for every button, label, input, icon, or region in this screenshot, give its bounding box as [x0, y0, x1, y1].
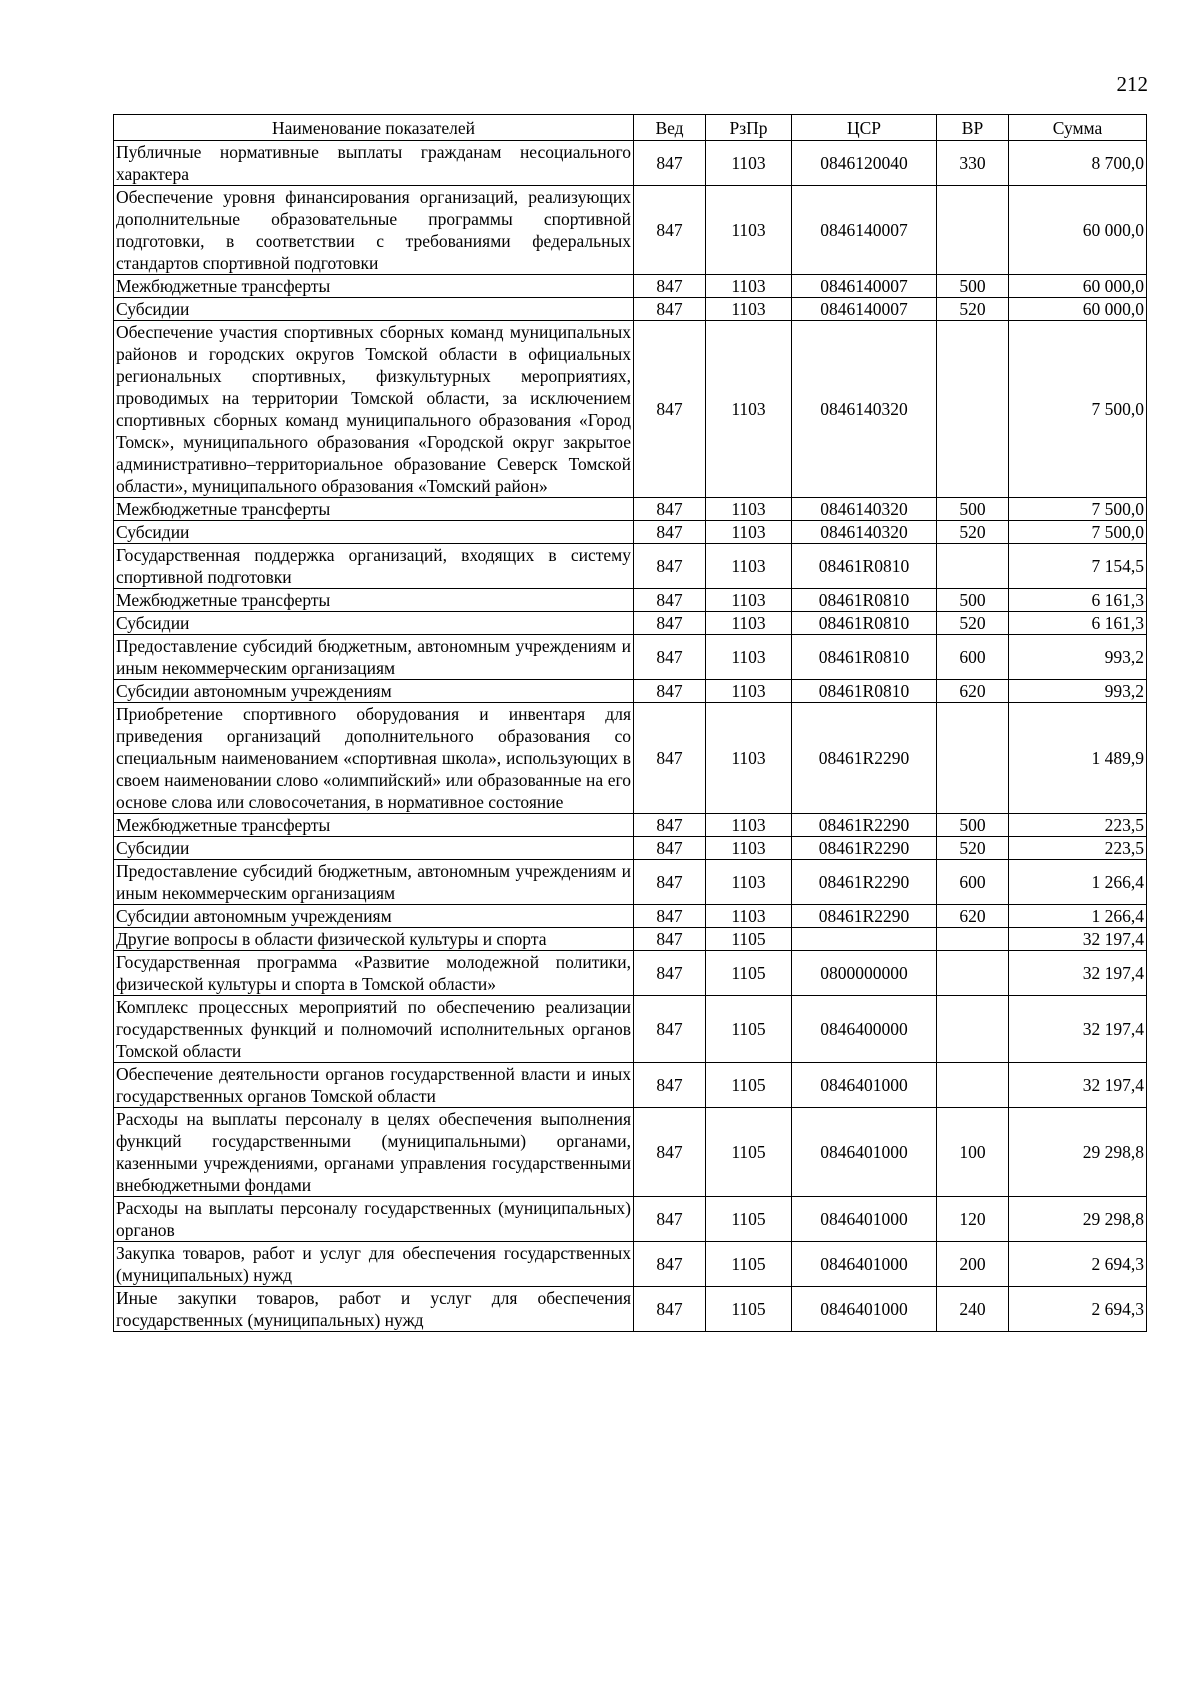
- cell-name: Расходы на выплаты персоналу в целях обеспечения выполнения функций государственными (муниципальными) органами, казенными учреждениями, органами управления государственными внебюджетными фондами: [114, 1108, 634, 1197]
- cell-name: Субсидии автономным учреждениям: [114, 905, 634, 928]
- cell-sum: 32 197,4: [1009, 1063, 1147, 1108]
- table-row: [114, 589, 1147, 612]
- cell-name: Межбюджетные трансферты: [114, 275, 634, 298]
- cell-rzpr: 1103: [706, 837, 792, 860]
- cell-csr: 08461R2290: [792, 860, 937, 905]
- cell-name: Субсидии автономным учреждениям: [114, 680, 634, 703]
- cell-vr: [937, 544, 1009, 589]
- cell-sum: 32 197,4: [1009, 928, 1147, 951]
- cell-name: Другие вопросы в области физической культуры и спорта: [114, 928, 634, 951]
- cell-sum: 32 197,4: [1009, 951, 1147, 996]
- cell-name: Межбюджетные трансферты: [114, 498, 634, 521]
- cell-sum: 223,5: [1009, 837, 1147, 860]
- cell-name: Обеспечение участия спортивных сборных команд муниципальных районов и городских округов Томской области в официальных региональных спортивных, физкультурных мероприятиях, проводимых на территории Томской области, за исключением спортивных сборных команд муниципального образования «Город Томск», муниципального образования «Городской округ закрытое административно–территориальное образование Северск Томской области», муниципального образования «Томский район»: [114, 321, 634, 498]
- cell-vr: [937, 996, 1009, 1063]
- cell-csr: 08461R2290: [792, 837, 937, 860]
- cell-csr: 0846401000: [792, 1242, 937, 1287]
- cell-vr: [937, 703, 1009, 814]
- cell-name: Предоставление субсидий бюджетным, автономным учреждениям и иным некоммерческим организациям: [114, 860, 634, 905]
- cell-csr: 0846140320: [792, 321, 937, 498]
- cell-vr: 520: [937, 298, 1009, 321]
- cell-rzpr: 1103: [706, 275, 792, 298]
- cell-vr: 500: [937, 814, 1009, 837]
- cell-vr: 520: [937, 521, 1009, 544]
- table-row: [114, 860, 1147, 905]
- table-row: [114, 298, 1147, 321]
- cell-ved: 847: [634, 1287, 706, 1332]
- table-row: [114, 1242, 1147, 1287]
- cell-ved: 847: [634, 814, 706, 837]
- cell-csr: 0846401000: [792, 1108, 937, 1197]
- cell-sum: 7 154,5: [1009, 544, 1147, 589]
- table-row: [114, 837, 1147, 860]
- cell-ved: 847: [634, 298, 706, 321]
- budget-table: [113, 114, 1147, 1332]
- cell-name: Публичные нормативные выплаты гражданам несоциального характера: [114, 141, 634, 186]
- table-row: [114, 186, 1147, 275]
- cell-vr: 500: [937, 275, 1009, 298]
- cell-rzpr: 1105: [706, 1108, 792, 1197]
- cell-sum: 6 161,3: [1009, 589, 1147, 612]
- cell-name: Межбюджетные трансферты: [114, 814, 634, 837]
- cell-rzpr: 1103: [706, 544, 792, 589]
- cell-csr: 0846120040: [792, 141, 937, 186]
- cell-vr: 620: [937, 905, 1009, 928]
- cell-ved: 847: [634, 860, 706, 905]
- table-row: [114, 321, 1147, 498]
- cell-vr: 100: [937, 1108, 1009, 1197]
- cell-ved: 847: [634, 1242, 706, 1287]
- cell-name: Приобретение спортивного оборудования и инвентаря для приведения организаций дополнительного образования со специальным наименованием «спортивная школа», использующих в своем наименовании слово «олимпийский» или образованные на его основе слова или словосочетания, в нормативное состояние: [114, 703, 634, 814]
- cell-rzpr: 1103: [706, 298, 792, 321]
- table-row: [114, 1063, 1147, 1108]
- cell-csr: 0846401000: [792, 1287, 937, 1332]
- cell-ved: 847: [634, 589, 706, 612]
- cell-ved: 847: [634, 186, 706, 275]
- table-row: [114, 703, 1147, 814]
- cell-csr: 0800000000: [792, 951, 937, 996]
- cell-ved: 847: [634, 1108, 706, 1197]
- cell-rzpr: 1105: [706, 928, 792, 951]
- cell-ved: 847: [634, 1063, 706, 1108]
- cell-rzpr: 1105: [706, 996, 792, 1063]
- cell-name: Обеспечение уровня финансирования организаций, реализующих дополнительные образовательные программы спортивной подготовки, в соответствии с требованиями федеральных стандартов спортивной подготовки: [114, 186, 634, 275]
- table-row: [114, 680, 1147, 703]
- cell-name: Субсидии: [114, 837, 634, 860]
- column-header-ved: Вед: [634, 115, 706, 141]
- cell-rzpr: 1103: [706, 635, 792, 680]
- cell-ved: 847: [634, 521, 706, 544]
- cell-sum: 2 694,3: [1009, 1242, 1147, 1287]
- cell-rzpr: 1103: [706, 680, 792, 703]
- cell-rzpr: 1105: [706, 1197, 792, 1242]
- cell-csr: 0846140320: [792, 521, 937, 544]
- table-row: [114, 141, 1147, 186]
- table-row: [114, 1287, 1147, 1332]
- cell-csr: 08461R0810: [792, 612, 937, 635]
- cell-vr: 500: [937, 589, 1009, 612]
- cell-sum: 7 500,0: [1009, 321, 1147, 498]
- table-row: [114, 1197, 1147, 1242]
- cell-vr: [937, 928, 1009, 951]
- cell-rzpr: 1105: [706, 1242, 792, 1287]
- cell-rzpr: 1103: [706, 860, 792, 905]
- cell-name: Субсидии: [114, 612, 634, 635]
- cell-vr: 120: [937, 1197, 1009, 1242]
- cell-csr: 08461R0810: [792, 680, 937, 703]
- column-header-sum: Сумма: [1009, 115, 1147, 141]
- cell-name: Субсидии: [114, 521, 634, 544]
- table-row: [114, 928, 1147, 951]
- cell-name: Иные закупки товаров, работ и услуг для обеспечения государственных (муниципальных) нужд: [114, 1287, 634, 1332]
- table-row: [114, 498, 1147, 521]
- column-header-vr: ВР: [937, 115, 1009, 141]
- table-row: [114, 905, 1147, 928]
- cell-vr: 500: [937, 498, 1009, 521]
- table-row: [114, 951, 1147, 996]
- cell-csr: 0846140007: [792, 275, 937, 298]
- cell-rzpr: 1103: [706, 612, 792, 635]
- cell-name: Межбюджетные трансферты: [114, 589, 634, 612]
- cell-name: Предоставление субсидий бюджетным, автономным учреждениям и иным некоммерческим организациям: [114, 635, 634, 680]
- table-row: [114, 612, 1147, 635]
- cell-vr: 200: [937, 1242, 1009, 1287]
- cell-ved: 847: [634, 321, 706, 498]
- cell-ved: 847: [634, 635, 706, 680]
- cell-ved: 847: [634, 498, 706, 521]
- cell-vr: [937, 186, 1009, 275]
- cell-sum: 1 489,9: [1009, 703, 1147, 814]
- cell-vr: 520: [937, 837, 1009, 860]
- cell-csr: 08461R2290: [792, 814, 937, 837]
- cell-csr: 0846400000: [792, 996, 937, 1063]
- cell-sum: 6 161,3: [1009, 612, 1147, 635]
- column-header-rzpr: РзПр: [706, 115, 792, 141]
- cell-sum: 223,5: [1009, 814, 1147, 837]
- cell-vr: 520: [937, 612, 1009, 635]
- cell-sum: 29 298,8: [1009, 1197, 1147, 1242]
- cell-rzpr: 1105: [706, 951, 792, 996]
- cell-sum: 2 694,3: [1009, 1287, 1147, 1332]
- cell-csr: [792, 928, 937, 951]
- cell-csr: 08461R0810: [792, 635, 937, 680]
- table-row: [114, 1108, 1147, 1197]
- cell-ved: 847: [634, 703, 706, 814]
- cell-sum: 7 500,0: [1009, 498, 1147, 521]
- table-row: [114, 996, 1147, 1063]
- cell-rzpr: 1103: [706, 905, 792, 928]
- table-row: [114, 521, 1147, 544]
- cell-sum: 1 266,4: [1009, 905, 1147, 928]
- cell-ved: 847: [634, 837, 706, 860]
- table-row: [114, 544, 1147, 589]
- cell-sum: 60 000,0: [1009, 298, 1147, 321]
- cell-csr: 08461R2290: [792, 703, 937, 814]
- cell-sum: 1 266,4: [1009, 860, 1147, 905]
- cell-name: Государственная программа «Развитие молодежной политики, физической культуры и спорта в Томской области»: [114, 951, 634, 996]
- cell-sum: 60 000,0: [1009, 186, 1147, 275]
- table-row: [114, 275, 1147, 298]
- cell-vr: 620: [937, 680, 1009, 703]
- cell-csr: 08461R0810: [792, 589, 937, 612]
- cell-ved: 847: [634, 544, 706, 589]
- cell-rzpr: 1103: [706, 321, 792, 498]
- cell-vr: 600: [937, 635, 1009, 680]
- cell-ved: 847: [634, 951, 706, 996]
- table-header-row: [114, 115, 1147, 141]
- cell-rzpr: 1103: [706, 703, 792, 814]
- cell-vr: [937, 1063, 1009, 1108]
- cell-rzpr: 1105: [706, 1287, 792, 1332]
- cell-rzpr: 1103: [706, 589, 792, 612]
- cell-rzpr: 1103: [706, 498, 792, 521]
- cell-csr: 08461R2290: [792, 905, 937, 928]
- cell-vr: 330: [937, 141, 1009, 186]
- column-header-name: Наименование показателей: [114, 115, 634, 141]
- cell-csr: 0846401000: [792, 1063, 937, 1108]
- cell-vr: [937, 951, 1009, 996]
- cell-ved: 847: [634, 928, 706, 951]
- cell-name: Субсидии: [114, 298, 634, 321]
- cell-sum: 7 500,0: [1009, 521, 1147, 544]
- cell-name: Государственная поддержка организаций, входящих в систему спортивной подготовки: [114, 544, 634, 589]
- table-body: [114, 141, 1147, 1332]
- cell-csr: 0846140007: [792, 298, 937, 321]
- cell-csr: 0846140007: [792, 186, 937, 275]
- cell-sum: 8 700,0: [1009, 141, 1147, 186]
- cell-sum: 993,2: [1009, 680, 1147, 703]
- cell-rzpr: 1103: [706, 141, 792, 186]
- table-row: [114, 814, 1147, 837]
- cell-name: Расходы на выплаты персоналу государственных (муниципальных) органов: [114, 1197, 634, 1242]
- cell-ved: 847: [634, 275, 706, 298]
- cell-rzpr: 1105: [706, 1063, 792, 1108]
- cell-name: Закупка товаров, работ и услуг для обеспечения государственных (муниципальных) нужд: [114, 1242, 634, 1287]
- cell-ved: 847: [634, 996, 706, 1063]
- cell-vr: [937, 321, 1009, 498]
- cell-vr: 600: [937, 860, 1009, 905]
- cell-sum: 993,2: [1009, 635, 1147, 680]
- cell-csr: 08461R0810: [792, 544, 937, 589]
- cell-rzpr: 1103: [706, 186, 792, 275]
- cell-ved: 847: [634, 141, 706, 186]
- cell-name: Комплекс процессных мероприятий по обеспечению реализации государственных функций и полномочий исполнительных органов Томской области: [114, 996, 634, 1063]
- cell-sum: 60 000,0: [1009, 275, 1147, 298]
- cell-sum: 29 298,8: [1009, 1108, 1147, 1197]
- cell-ved: 847: [634, 905, 706, 928]
- cell-csr: 0846140320: [792, 498, 937, 521]
- table-row: [114, 635, 1147, 680]
- cell-ved: 847: [634, 680, 706, 703]
- cell-name: Обеспечение деятельности органов государственной власти и иных государственных органов Томской области: [114, 1063, 634, 1108]
- cell-rzpr: 1103: [706, 521, 792, 544]
- cell-csr: 0846401000: [792, 1197, 937, 1242]
- cell-ved: 847: [634, 612, 706, 635]
- cell-sum: 32 197,4: [1009, 996, 1147, 1063]
- page-number: 212: [1116, 72, 1148, 96]
- cell-rzpr: 1103: [706, 814, 792, 837]
- column-header-csr: ЦСР: [792, 115, 937, 141]
- cell-vr: 240: [937, 1287, 1009, 1332]
- cell-ved: 847: [634, 1197, 706, 1242]
